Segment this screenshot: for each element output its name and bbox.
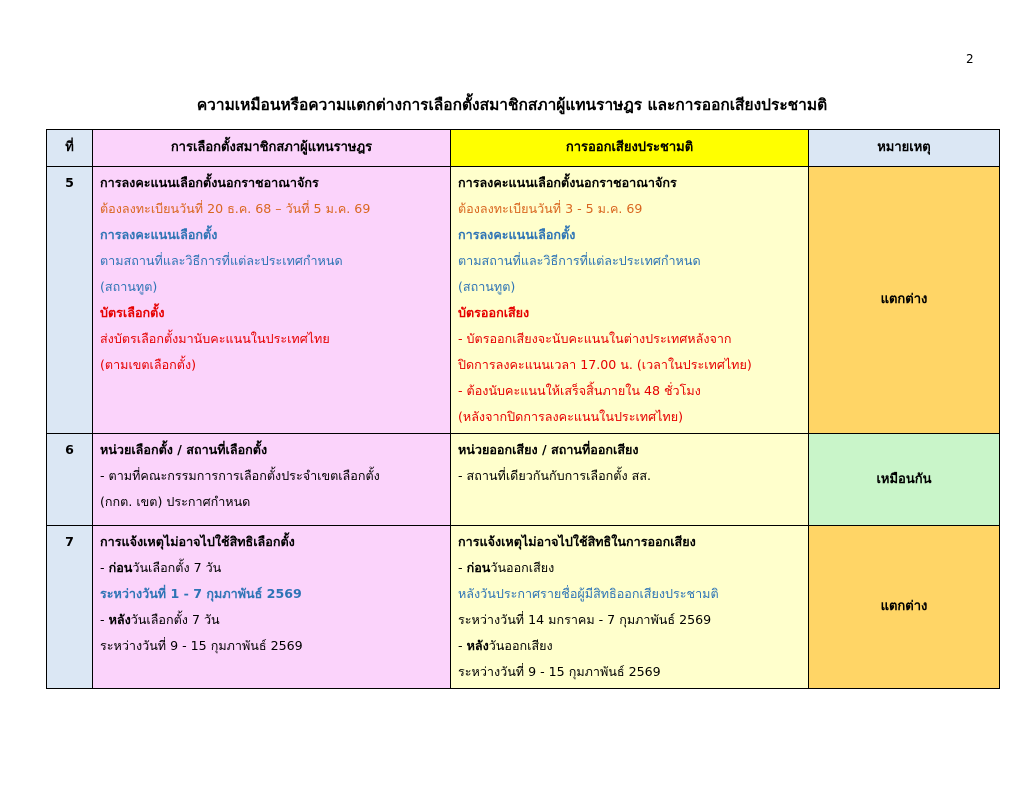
cell-text: ระหว่างวันที่ 9 - 15 กุมภาพันธ์ 2569 bbox=[458, 664, 661, 679]
election-cell bbox=[93, 526, 451, 689]
cell-text: (สถานทูต) bbox=[458, 279, 516, 294]
cell-heading: การแจ้งเหตุไม่อาจไปใช้สิทธิในการออกเสียง bbox=[458, 534, 696, 549]
cell-text bbox=[458, 555, 801, 581]
cell-text bbox=[100, 607, 443, 633]
cell-text: ต้องลงทะเบียนวันที่ 20 ธ.ค. 68 – วันที่ 5 ม.ค. 69 bbox=[100, 201, 371, 216]
cell-text: (หลังจากปิดการลงคะแนนในประเทศไทย) bbox=[458, 409, 683, 424]
cell-text bbox=[458, 633, 801, 659]
row-number: 5 bbox=[47, 167, 93, 434]
cell-heading: หน่วยออกเสียง / สถานที่ออกเสียง bbox=[458, 442, 639, 457]
cell-text: - บัตรออกเสียงจะนับคะแนนในต่างประเทศหลังจาก bbox=[458, 331, 732, 346]
referendum-cell bbox=[451, 434, 809, 526]
cell-text: ส่งบัตรเลือกตั้งมานับคะแนนในประเทศไทย bbox=[100, 331, 330, 346]
election-cell bbox=[93, 167, 451, 434]
after-label: หลัง bbox=[108, 612, 131, 627]
after-text: วันเลือกตั้ง 7 วัน bbox=[130, 612, 220, 627]
header-referendum: การออกเสียงประชามติ bbox=[451, 130, 809, 167]
cell-text: - ต้องนับคะแนนให้เสร็จสิ้นภายใน 48 ชั่วโมง bbox=[458, 383, 701, 398]
referendum-cell bbox=[451, 167, 809, 434]
row-number: 7 bbox=[47, 526, 93, 689]
dash: - bbox=[100, 560, 109, 575]
cell-text bbox=[100, 555, 443, 581]
cell-subheading: การลงคะแนนเลือกตั้ง bbox=[100, 227, 218, 242]
cell-subheading: บัตรเลือกตั้ง bbox=[100, 305, 165, 320]
table-row bbox=[47, 526, 1000, 689]
table-row bbox=[47, 434, 1000, 526]
dash: - bbox=[100, 612, 109, 627]
status-note-same: เหมือนกัน bbox=[809, 434, 1000, 526]
cell-text: - ตามที่คณะกรรมการการเลือกตั้งประจำเขตเลือกตั้ง bbox=[100, 468, 380, 483]
after-label: หลัง bbox=[466, 638, 489, 653]
cell-text: ระหว่างวันที่ 9 - 15 กุมภาพันธ์ 2569 bbox=[100, 638, 303, 653]
dash: - bbox=[458, 560, 467, 575]
cell-text: (กกต. เขต) ประกาศกำหนด bbox=[100, 494, 251, 509]
cell-subheading: การลงคะแนนเลือกตั้ง bbox=[458, 227, 576, 242]
comparison-table bbox=[46, 129, 1000, 689]
cell-text: (สถานทูต) bbox=[100, 279, 158, 294]
before-text: วันเลือกตั้ง 7 วัน bbox=[132, 560, 222, 575]
dash: - bbox=[458, 638, 467, 653]
cell-heading: การลงคะแนนเลือกตั้งนอกราชอาณาจักร bbox=[100, 175, 319, 190]
document-title: ความเหมือนหรือความแตกต่างการเลือกตั้งสมาชิกสภาผู้แทนราษฎร และการออกเสียงประชามติ bbox=[196, 96, 828, 114]
after-text: วันออกเสียง bbox=[488, 638, 553, 653]
table-header-row bbox=[47, 130, 1000, 167]
before-label: ก่อน bbox=[466, 560, 491, 575]
header-note: หมายเหตุ bbox=[809, 130, 1000, 167]
cell-text: หลังวันประกาศรายชื่อผู้มีสิทธิออกเสียงประชามติ bbox=[458, 586, 719, 601]
cell-text: ระหว่างวันที่ 14 มกราคม - 7 กุมภาพันธ์ 2569 bbox=[458, 612, 712, 627]
cell-date-range: ระหว่างวันที่ 1 - 7 กุมภาพันธ์ 2569 bbox=[100, 586, 302, 601]
cell-text: ต้องลงทะเบียนวันที่ 3 - 5 ม.ค. 69 bbox=[458, 201, 643, 216]
cell-text: ปิดการลงคะแนนเวลา 17.00 น. (เวลาในประเทศไทย) bbox=[458, 357, 752, 372]
referendum-cell bbox=[451, 526, 809, 689]
row-number: 6 bbox=[47, 434, 93, 526]
cell-text: - สถานที่เดียวกันกับการเลือกตั้ง สส. bbox=[458, 468, 652, 483]
cell-heading: การแจ้งเหตุไม่อาจไปใช้สิทธิเลือกตั้ง bbox=[100, 534, 295, 549]
table-row bbox=[47, 167, 1000, 434]
cell-heading: หน่วยเลือกตั้ง / สถานที่เลือกตั้ง bbox=[100, 442, 268, 457]
header-election: การเลือกตั้งสมาชิกสภาผู้แทนราษฎร bbox=[93, 130, 451, 167]
cell-text: ตามสถานที่และวิธีการที่แต่ละประเทศกำหนด bbox=[458, 253, 701, 268]
before-text: วันออกเสียง bbox=[490, 560, 555, 575]
cell-heading: การลงคะแนนเลือกตั้งนอกราชอาณาจักร bbox=[458, 175, 677, 190]
status-note-different: แตกต่าง bbox=[809, 526, 1000, 689]
cell-text: ตามสถานที่และวิธีการที่แต่ละประเทศกำหนด bbox=[100, 253, 343, 268]
cell-subheading: บัตรออกเสียง bbox=[458, 305, 530, 320]
election-cell bbox=[93, 434, 451, 526]
header-no: ที่ bbox=[47, 130, 93, 167]
cell-text: (ตามเขตเลือกตั้ง) bbox=[100, 357, 197, 372]
page-number: 2 bbox=[966, 52, 974, 66]
before-label: ก่อน bbox=[108, 560, 133, 575]
status-note-different: แตกต่าง bbox=[809, 167, 1000, 434]
